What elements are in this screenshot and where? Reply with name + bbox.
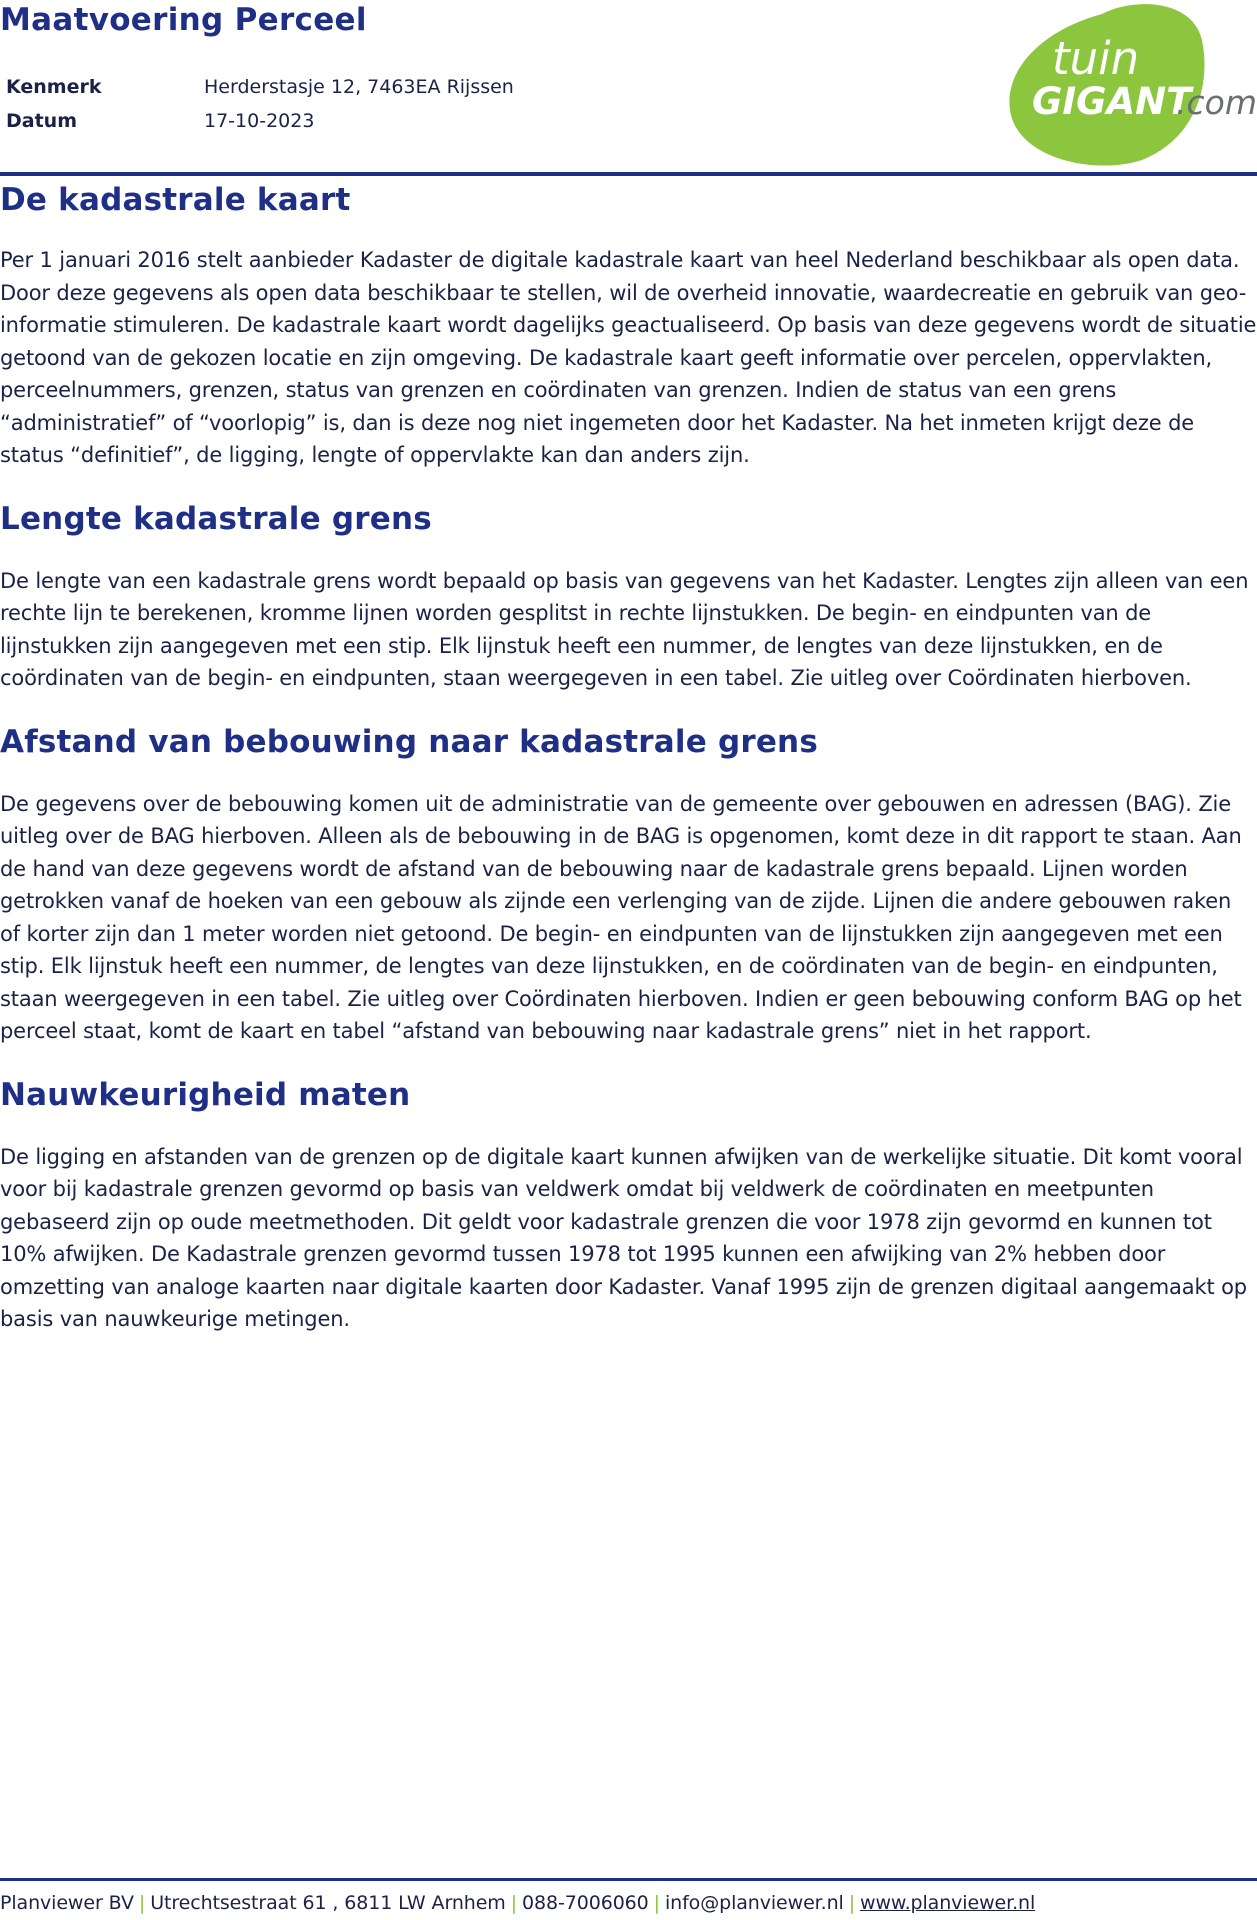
- footer-divider: [0, 1878, 1257, 1881]
- footer-separator: |: [510, 1892, 518, 1914]
- footer-website-link[interactable]: www.planviewer.nl: [860, 1892, 1036, 1914]
- section-text-nauwkeurigheid: De ligging en afstanden van de grenzen op de digitale kaart kunnen afwijken van de werkelijke situatie. Dit komt vooral voor bij kadastrale grenzen gevormd op basis van veldwerk omdat bij veldwerk de coördinaten en meetpunten gebaseerd zijn op oude meetmethoden. Dit geldt voor kadastrale grenzen die voor 1978 zijn gevormd en kunnen tot 10% afwijken. De Kadastrale grenzen gevormd tussen 1978 tot 1995 kunnen een afwijking van 2% hebben door omzetting van analoge kaarten naar digitale kaarten door Kadaster. Vanaf 1995 zijn de grenzen digitaal aangemaakt op basis van nauwkeurige metingen.: [0, 1144, 1247, 1331]
- section-text-lengte-grens: De lengte van een kadastrale grens wordt bepaald op basis van gegevens van het Kadaster. Lengtes zijn alleen van een rechte lijn te berekenen, kromme lijnen worden gesplitst in rechte lijnstukken. De begin- en eindpunten van de lijnstukken zijn aangegeven met een stip. Elk lijnstuk heeft een nummer, de lengtes van deze lijnstukken, en de coördinaten van de begin- en eindpunten, staan weergegeven in een tabel. Zie uitleg over Coördinaten hierboven.: [0, 568, 1249, 690]
- section-title-nauwkeurigheid: Nauwkeurigheid maten: [0, 1076, 411, 1113]
- section-title-kadastrale-kaart: De kadastrale kaart: [0, 182, 351, 218]
- footer-separator: |: [848, 1892, 856, 1914]
- meta-label-kenmerk: Kenmerk: [6, 76, 102, 98]
- logo-word-tuin: tuin: [1052, 32, 1140, 85]
- footer-email[interactable]: info@planviewer.nl: [664, 1892, 844, 1914]
- footer-address: Utrechtsestraat 61 , 6811 LW Arnhem: [150, 1892, 506, 1914]
- meta-value-kenmerk: Herderstasje 12, 7463EA Rijssen: [204, 76, 514, 98]
- footer-phone: 088-7006060: [522, 1892, 649, 1914]
- document-body: [0, 176, 1257, 1336]
- tuingigant-logo: [1002, 0, 1257, 168]
- footer-separator: |: [653, 1892, 660, 1914]
- footer-company: Planviewer BV: [0, 1892, 134, 1914]
- meta-value-datum: 17-10-2023: [204, 110, 315, 132]
- meta-row-datum: [6, 104, 514, 138]
- section-text-kadastrale-kaart: Per 1 januari 2016 stelt aanbieder Kadaster de digitale kadastrale kaart van heel Nederland beschikbaar als open data. Door deze gegevens als open data beschikbaar te stellen, wil de overheid innovatie, waardecreatie en gebruik van geo-informatie stimuleren. De kadastrale kaart wordt dagelijks geactualiseerd. Op basis van deze gegevens wordt de situatie getoond van de gekozen locatie en zijn omgeving. De kadastrale kaart geeft informatie over percelen, oppervlakten, perceelnummers, grenzen, status van grenzen en coördinaten van grenzen. Indien de status van een grens “administratief” of “voorlopig” is, dan is deze nog niet ingemeten door het Kadaster. Na het inmeten krijgt deze de status “definitief”, de ligging, lengte of oppervlakte kan dan anders zijn.: [0, 248, 1257, 467]
- footer: [0, 1892, 1035, 1914]
- meta-row-kenmerk: [6, 70, 514, 104]
- section-text-afstand-bebouwing: De gegevens over de bebouwing komen uit de administratie van de gemeente over gebouwen en adressen (BAG). Zie uitleg over de BAG hierboven. Alleen als de bebouwing in de BAG is opgenomen, komt deze in dit rapport te staan. Aan de hand van deze gegevens wordt de afstand van de bebouwing naar de kadastrale grens bepaald. Lijnen worden getrokken vanaf de hoeken van een gebouw als zijnde een verlenging van de zijde. Lijnen die andere gebouwen raken of korter zijn dan 1 meter worden niet getoond. De begin- en eindpunten van de lijnstukken zijn aangegeven met een stip. Elk lijnstuk heeft een nummer, de lengtes van deze lijnstukken, en de coördinaten van de begin- en eindpunten, staan weergegeven in een tabel. Zie uitleg over Coördinaten hierboven. Indien er geen bebouwing conform BAG op het perceel staat, komt de kaart en tabel “afstand van bebouwing naar kadastrale grens” niet in het rapport.: [0, 791, 1242, 1043]
- meta-label-datum: Datum: [6, 110, 77, 132]
- section-title-afstand-bebouwing: Afstand van bebouwing naar kadastrale grens: [0, 723, 818, 760]
- footer-separator: |: [138, 1892, 146, 1914]
- section-title-lengte-grens: Lengte kadastrale grens: [0, 500, 432, 537]
- document-meta: [6, 70, 514, 138]
- logo-word-gigant: GIGANT: [1032, 80, 1192, 123]
- document-title: Maatvoering Perceel: [0, 2, 367, 38]
- logo-word-com: .com: [1176, 83, 1257, 122]
